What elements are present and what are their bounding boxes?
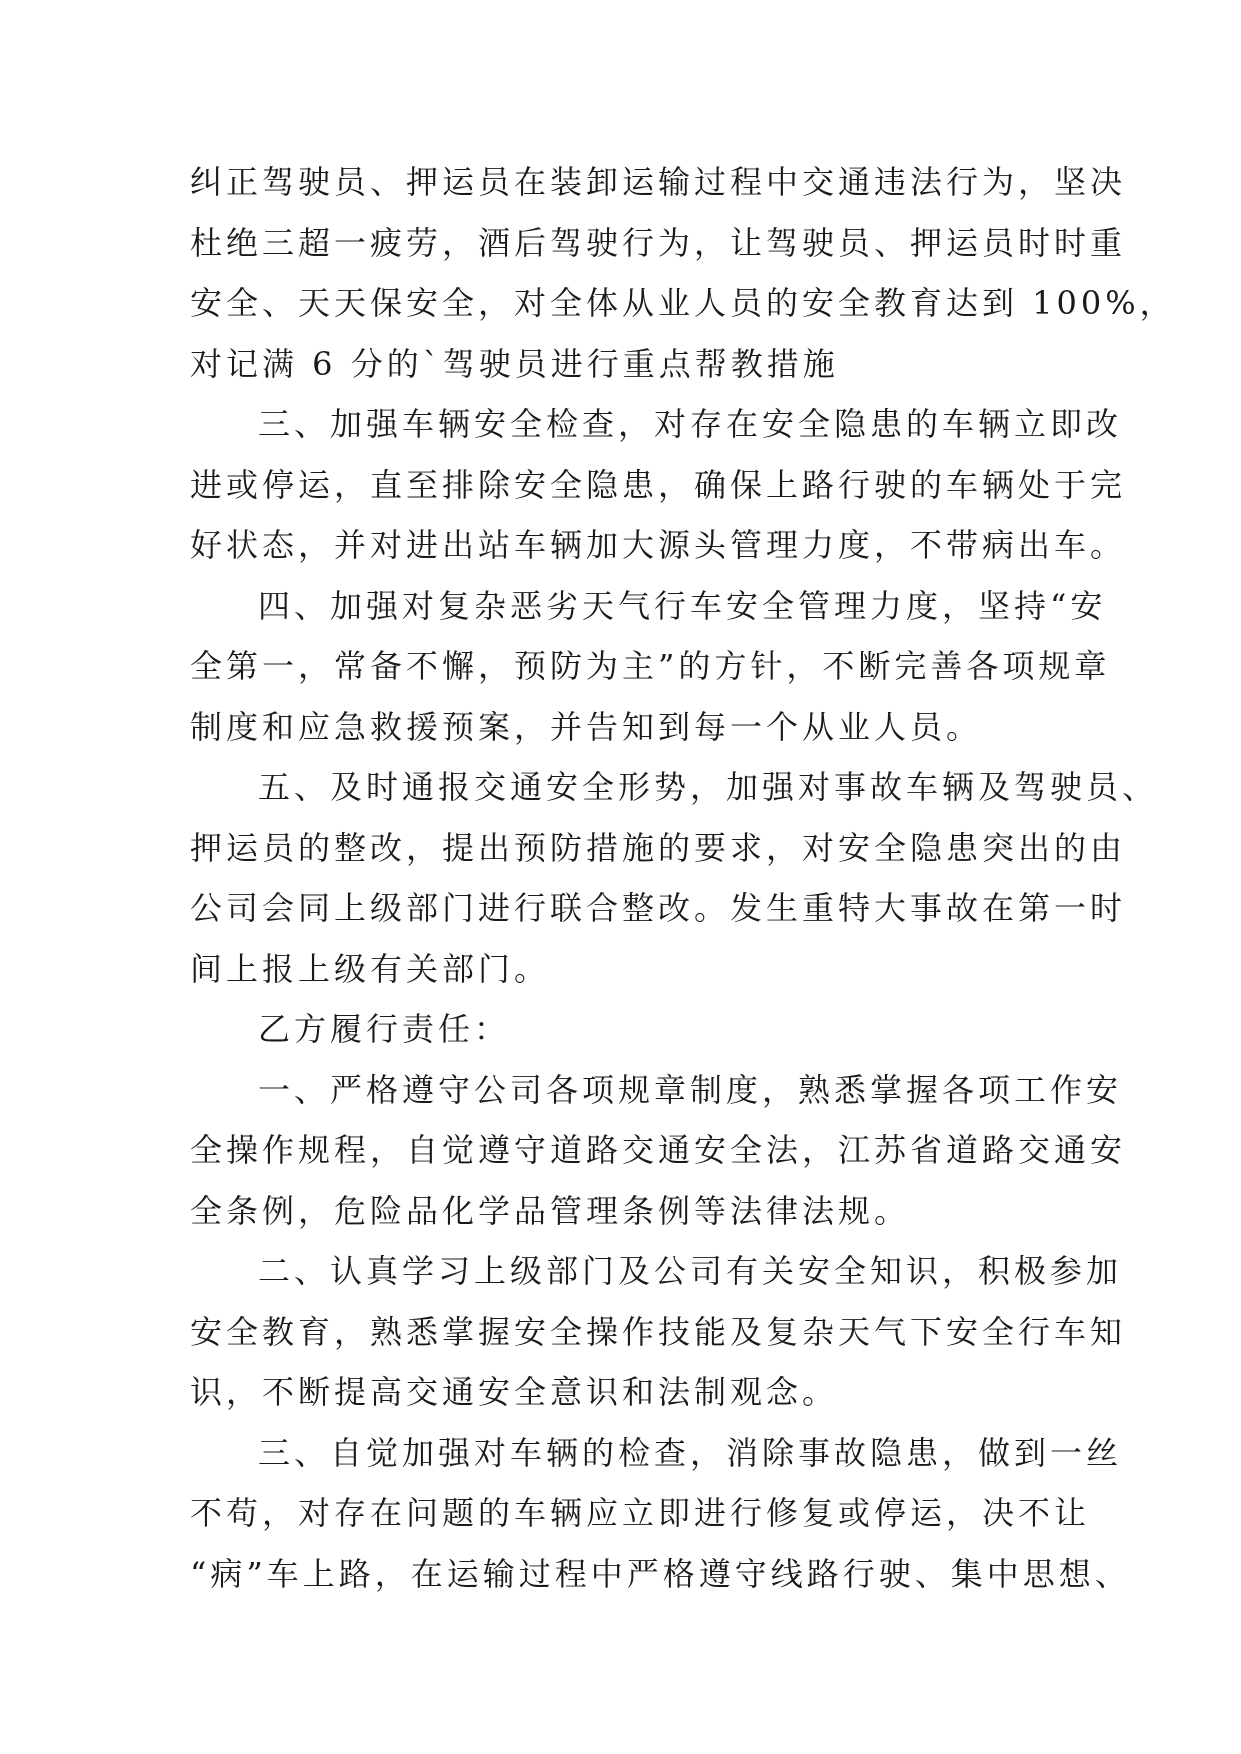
text-line: 全条例，危险品化学品管理条例等法律法规。 <box>190 1191 911 1230</box>
text-line: 杜绝三超一疲劳，酒后驾驶行为，让驾驶员、押运员时时重 <box>190 223 1127 262</box>
text-line: 安全、天天保安全，对全体从业人员的安全教育达到 100%， <box>190 284 1176 322</box>
paragraph-start-line: 三、加强车辆安全检查，对存在安全隐患的车辆立即改 <box>258 405 1123 443</box>
section-heading-line: 乙方履行责任： <box>258 1010 511 1048</box>
text-line: 公司会同上级部门进行联合整改。发生重特大事故在第一时 <box>190 889 1127 927</box>
paragraph-start-line: 四、加强对复杂恶劣天气行车安全管理力度，坚持“安 <box>258 586 1107 625</box>
paragraph-start-line: 五、及时通报交通安全形势，加强对事故车辆及驾驶员、 <box>258 768 1159 806</box>
paragraph-start-line: 二、认真学习上级部门及公司有关安全知识，积极参加 <box>258 1252 1123 1290</box>
text-line: 全第一，常备不懈，预防为主”的方针，不断完善各项规章 <box>190 647 1111 685</box>
text-line: 纠正驾驶员、押运员在装卸运输过程中交通违法行为，坚决 <box>190 163 1127 201</box>
text-line: 识，不断提高交通安全意识和法制观念。 <box>190 1373 839 1411</box>
document-body <box>190 152 1176 1604</box>
text-line: 对记满 6 分的`驾驶员进行重点帮教措施 <box>190 344 839 383</box>
paragraph-start-line: 一、严格遵守公司各项规章制度，熟悉掌握各项工作安 <box>258 1070 1123 1109</box>
text-line: 押运员的整改，提出预防措施的要求，对安全隐患突出的由 <box>190 828 1127 867</box>
text-line: 进或停运，直至排除安全隐患，确保上路行驶的车辆处于完 <box>190 465 1127 504</box>
paragraph-start-line: 三、自觉加强对车辆的检查，消除事故隐患，做到一丝 <box>258 1433 1123 1472</box>
text-line: 间上报上级有关部门。 <box>190 949 551 988</box>
text-line: 不苟，对存在问题的车辆应立即进行修复或停运，决不让 <box>190 1494 1091 1532</box>
text-line: 全操作规程，自觉遵守道路交通安全法，江苏省道路交通安 <box>190 1131 1127 1169</box>
text-line: “病”车上路，在运输过程中严格遵守线路行驶、集中思想、 <box>190 1554 1131 1593</box>
text-line: 好状态，并对进出站车辆加大源头管理力度，不带病出车。 <box>190 526 1127 564</box>
text-line: 制度和应急救援预案，并告知到每一个从业人员。 <box>190 707 983 746</box>
text-line: 安全教育，熟悉掌握安全操作技能及复杂天气下安全行车知 <box>190 1312 1127 1351</box>
